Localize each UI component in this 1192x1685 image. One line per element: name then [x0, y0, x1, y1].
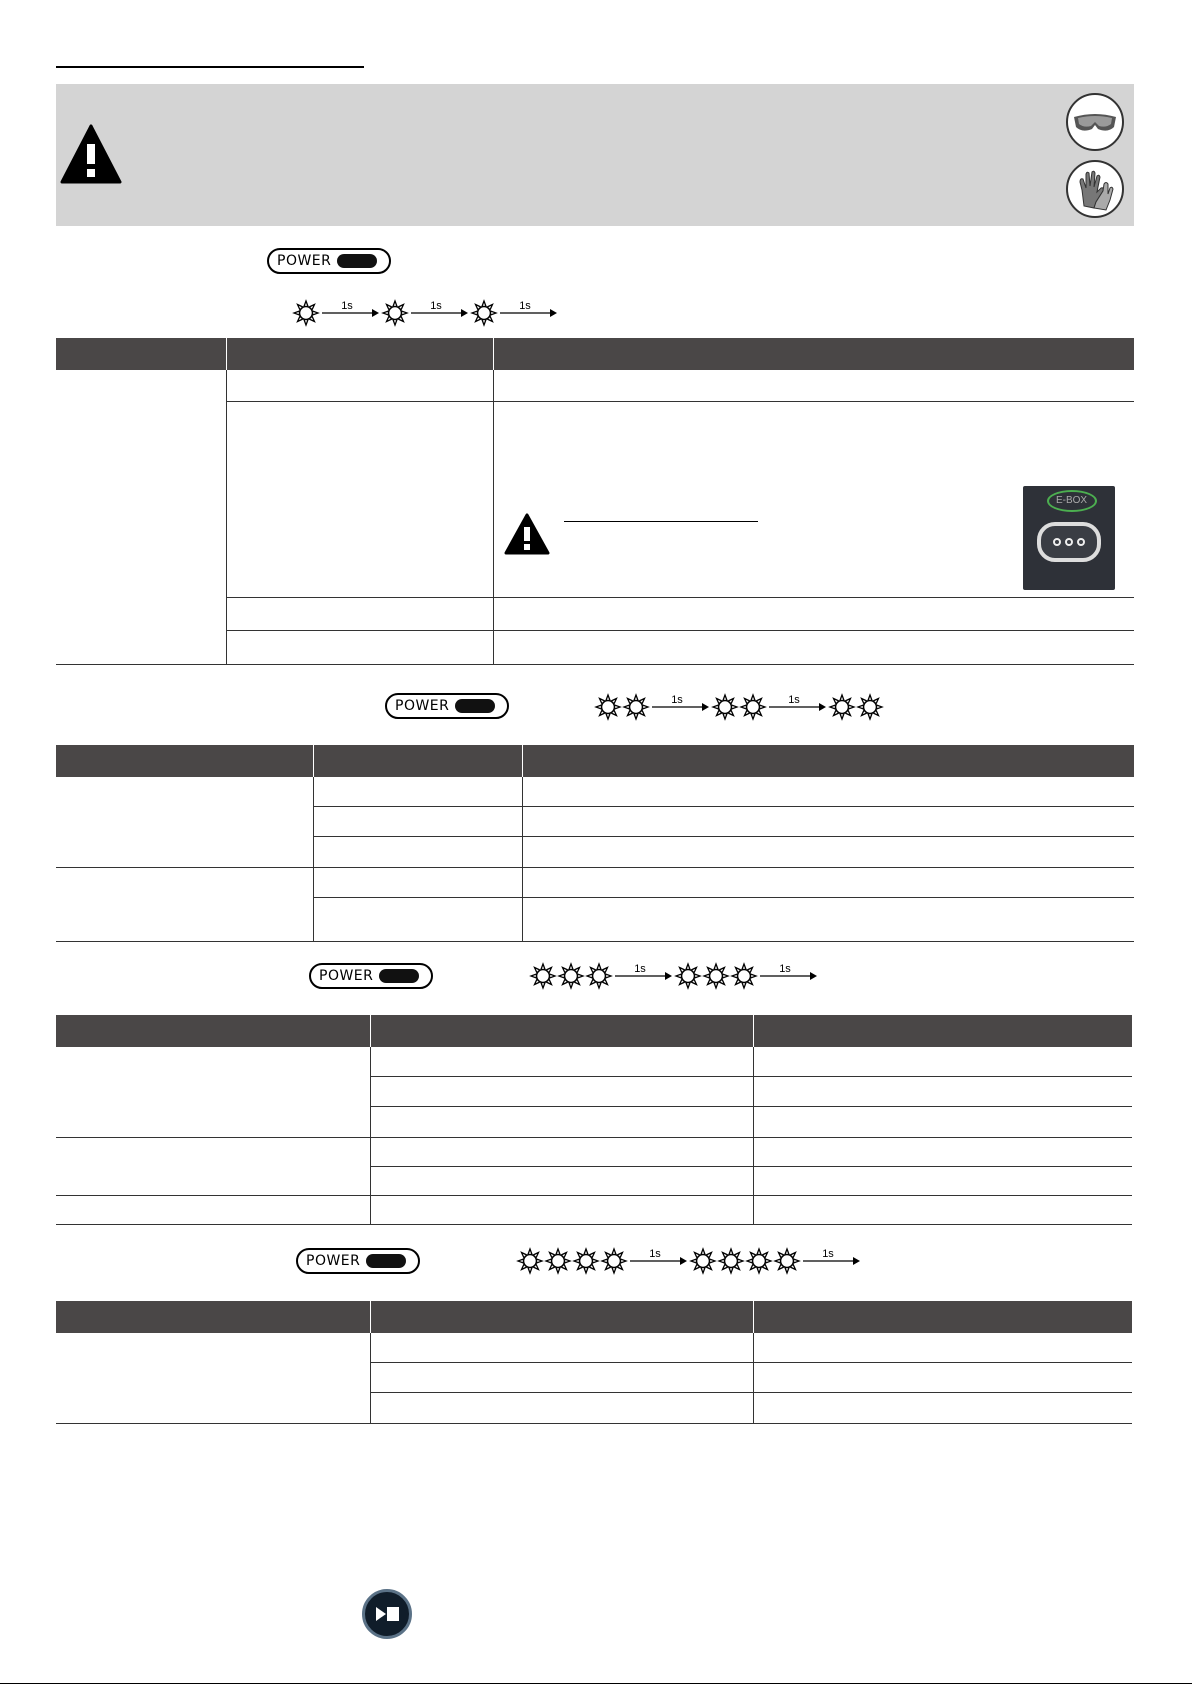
table-cell — [522, 868, 1134, 898]
power-led-pill — [379, 969, 419, 983]
play-stop-icon — [365, 1592, 409, 1636]
arrow-head-icon — [372, 309, 379, 317]
table-cell — [313, 777, 522, 807]
table-header-cell — [313, 745, 522, 777]
table-header-cell — [522, 745, 1134, 777]
led-flash-icon — [713, 695, 737, 719]
arrow-head-icon — [680, 1257, 687, 1265]
safety-warning-box — [56, 84, 1134, 226]
table-header-cell — [56, 1301, 370, 1333]
table-header-cell — [753, 1301, 1132, 1333]
interval-label: 1s — [519, 300, 531, 312]
led-flash-icon — [732, 964, 756, 988]
table-cell — [226, 370, 493, 402]
table-header-cell — [753, 1015, 1132, 1047]
table-header-cell — [56, 1015, 370, 1047]
safety-gloves-icon — [1066, 160, 1124, 218]
table-cell — [370, 1167, 753, 1196]
power-button-indicator — [385, 693, 509, 719]
page-bottom-rule — [0, 1683, 1192, 1684]
interval-label: 1s — [649, 1248, 661, 1260]
led-flash-icon — [596, 695, 620, 719]
table-cell — [753, 1077, 1132, 1107]
table-cell — [753, 1167, 1132, 1196]
table-4 — [56, 1301, 1132, 1424]
table-cell — [493, 631, 1134, 665]
power-led-pill — [366, 1254, 406, 1268]
table-header-cell — [56, 338, 226, 370]
arrow-head-icon — [665, 972, 672, 980]
table-cell — [522, 807, 1134, 837]
table-cell — [522, 837, 1134, 868]
table-cell — [313, 837, 522, 868]
table-header-cell — [370, 1015, 753, 1047]
power-button-indicator — [296, 1248, 420, 1274]
table-3 — [56, 1015, 1132, 1225]
led-flash-icon — [691, 1249, 715, 1273]
arrow-head-icon — [853, 1257, 860, 1265]
safety-goggles-icon — [1066, 93, 1124, 151]
table-header-cell — [493, 338, 1134, 370]
table-cell — [226, 402, 493, 598]
power-button-indicator — [267, 248, 391, 274]
table-cell — [370, 1047, 753, 1077]
warning-note-underline — [564, 521, 758, 522]
led-flash-icon — [624, 695, 648, 719]
table-cell — [753, 1138, 1132, 1167]
table-cell — [370, 1333, 753, 1363]
power-label: POWER — [277, 253, 332, 269]
table-group-cell — [56, 1047, 370, 1138]
led-flash-icon — [830, 695, 854, 719]
led-flash-icon — [775, 1249, 799, 1273]
table-cell — [370, 1393, 753, 1424]
arrow-head-icon — [810, 972, 817, 980]
warning-triangle-icon — [504, 513, 550, 555]
blink-sequence-2 — [594, 690, 894, 724]
table-cell — [370, 1077, 753, 1107]
section-title-underline — [56, 66, 364, 68]
table-header-cell — [370, 1301, 753, 1333]
power-label: POWER — [306, 1253, 361, 1269]
led-flash-icon — [294, 301, 318, 325]
ebox-connector-photo — [1023, 486, 1115, 590]
table-cell — [522, 898, 1134, 942]
table-cell — [370, 1107, 753, 1138]
table-header-cell — [56, 745, 313, 777]
interval-label: 1s — [430, 300, 442, 312]
led-flash-icon — [472, 301, 496, 325]
table-group-cell — [56, 1138, 370, 1196]
ebox-plug — [1037, 522, 1101, 562]
warning-triangle-icon — [60, 124, 122, 186]
led-flash-icon — [574, 1249, 598, 1273]
led-flash-icon — [531, 964, 555, 988]
table-1 — [56, 338, 1134, 665]
led-flash-icon — [383, 301, 407, 325]
table-cell — [753, 1333, 1132, 1363]
blink-sequence-4 — [516, 1244, 834, 1278]
table-group-cell — [56, 777, 313, 868]
arrow-head-icon — [550, 309, 557, 317]
table-cell — [753, 1047, 1132, 1077]
table-group-cell — [56, 1196, 370, 1225]
interval-label: 1s — [634, 963, 646, 975]
table-cell — [753, 1107, 1132, 1138]
table-cell — [753, 1363, 1132, 1393]
table-group-cell — [56, 370, 226, 665]
table-cell — [522, 777, 1134, 807]
led-flash-icon — [858, 695, 882, 719]
led-flash-icon — [559, 964, 583, 988]
table-cell — [753, 1393, 1132, 1424]
led-flash-icon — [518, 1249, 542, 1273]
led-flash-icon — [587, 964, 611, 988]
led-flash-icon — [676, 964, 700, 988]
table-cell — [753, 1196, 1132, 1225]
blink-sequence-1 — [292, 296, 602, 330]
table-cell-with-warning — [493, 402, 1134, 598]
table-cell — [313, 807, 522, 837]
power-label: POWER — [395, 698, 450, 714]
table-group-cell — [56, 868, 313, 942]
arrow-head-icon — [702, 703, 709, 711]
table-cell — [313, 868, 522, 898]
table-cell — [370, 1138, 753, 1167]
led-flash-icon — [747, 1249, 771, 1273]
table-cell — [226, 631, 493, 665]
interval-label: 1s — [671, 694, 683, 706]
table-2 — [56, 745, 1134, 942]
power-led-pill — [337, 254, 377, 268]
led-flash-icon — [719, 1249, 743, 1273]
table-cell — [493, 370, 1134, 402]
power-label: POWER — [319, 968, 374, 984]
table-cell — [226, 598, 493, 631]
power-button-indicator — [309, 963, 433, 989]
table-cell — [313, 898, 522, 942]
arrow-head-icon — [819, 703, 826, 711]
table-group-cell — [56, 1333, 370, 1424]
power-led-pill — [455, 699, 495, 713]
led-flash-icon — [741, 695, 765, 719]
table-header-cell — [226, 338, 493, 370]
table-cell — [493, 598, 1134, 631]
interval-label: 1s — [779, 963, 791, 975]
interval-label: 1s — [341, 300, 353, 312]
interval-label: 1s — [788, 694, 800, 706]
led-flash-icon — [602, 1249, 626, 1273]
interval-label: 1s — [822, 1248, 834, 1260]
led-flash-icon — [704, 964, 728, 988]
play-stop-button[interactable] — [362, 1589, 412, 1639]
ebox-label: E-BOX — [1047, 490, 1097, 512]
table-cell — [370, 1196, 753, 1225]
blink-sequence-3 — [529, 959, 809, 993]
led-flash-icon — [546, 1249, 570, 1273]
table-cell — [370, 1363, 753, 1393]
arrow-head-icon — [461, 309, 468, 317]
